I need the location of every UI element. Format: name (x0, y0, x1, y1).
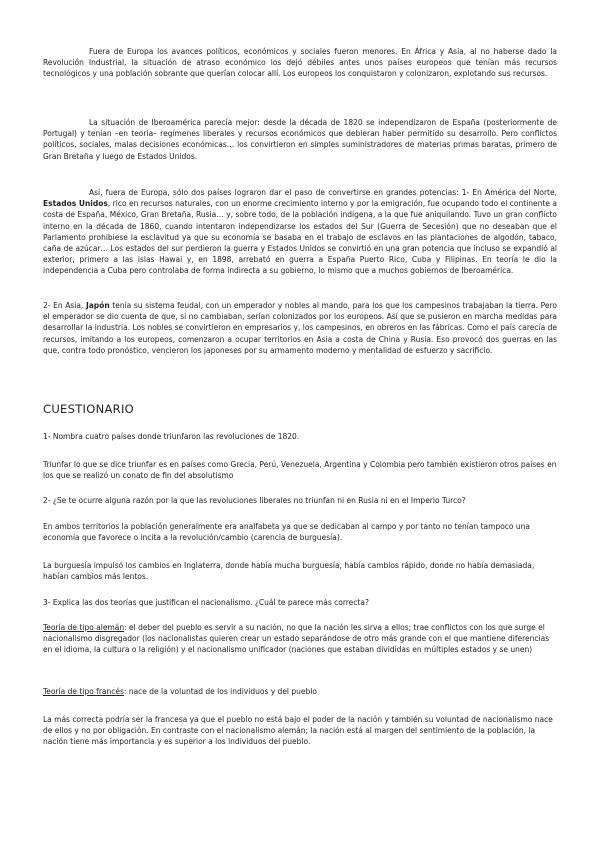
answer-2a: En ambos territorios la población generalmente era analfabeta ya que se dedicaban al campo y por tanto no tenían tampoco una economía que favorece o incita a la revolución/cambio (carencia de burguesía). (43, 522, 530, 543)
question-3: 3- Explica las dos teorías que justifican el nacionalismo. ¿Cuál te parece más correcta? (43, 598, 369, 607)
japan-bold: Japón (85, 301, 110, 310)
theory-french-text: : nace de la voluntad de los individuos y del pueblo (123, 687, 317, 696)
paragraph-japan (43, 300, 557, 356)
theory-french-label: Teoría de tipo francés (43, 687, 124, 696)
usa-bold: Estados Unidos (43, 199, 108, 209)
answer-2b: La burguesía impulsó los cambios en Inglaterra, donde había mucha burguesía, había cambios rápido, donde no había demasiada, habían cambios más lentos. (43, 561, 535, 582)
paragraph-usa (43, 187, 557, 277)
paragraph-africa-asia: Fuera de Europa los avances políticos, económicos y sociales fueron menores. En África y Asia, al no haberse dado la Revolución Industrial, la situación de atraso económico los dejó débiles antes unos países europeos que tenían más recursos tecnológicos y una población sobrante que querían colocar allí. Los europeos los conquistaron y colonizaron, explotando sus recursos. (43, 47, 557, 79)
theory-german (43, 622, 557, 656)
question-2: 2- ¿Se te ocurre alguna razón por la que las revoluciones liberales no triunfan ni en Rusia ni en el Imperio Turco? (43, 496, 466, 505)
theory-german-text: : el deber del pueblo es servir a su nación, no que la nación les sirva a ellos; trae conflictos con los que surge el nacionalismo disgregador (los nacionalistas quieren crear un estado separándose de otro más grande con el que mantiene diferencias en el idioma, la cultura o la religión) y el nacionalismo unificador (naciones que estaban divididas en múltiples estados y se unen) (43, 623, 550, 655)
question-1: 1- Nombra cuatro países donde triunfaron las revoluciones de 1820. (43, 432, 300, 441)
usa-body: , rico en recursos naturales, con un enorme crecimiento interno y por la emigración, fue ocupando todo el continente a costa de España, México, Gran Bretaña, Rusia… y, sobre todo, de la población indígena, a la que fue aniquilando. Tuvo un gran conflicto interno en la década de 1860, cuando intentaron independizarse los estados del Sur (Guerra de Secesión) que no deseaban que el Parlamento prohibiese la esclavitud ya que su economía se basaba en el trabajo de esclavos en las plantaciones de algodón, tabaco, caña de azúcar… Los estados del sur perdieron la guerra y Estados Unidos se convirtió en una gran potencia que incluso se expandió al exterior, primero a las islas Hawai y, en 1898, arrebató en guerra a España Puerto Rico, Cuba y Filipinas. En teoría le dio la independencia a Cuba pero controlaba de forma indirecta a su gobierno, lo mismo que a muchos gobiernos de Iberoamérica. (43, 199, 557, 276)
japan-body: tenía su sistema feudal, con un emperador y nobles al mando, para los que los campesinos trabajaban la tierra. Pero el emperador se dio cuenta de que, si no cambiaban, serían colonizados por los europeos. Así que se pusieron en marcha medidas para desarrollar la industria. Los nobles se convirtieron en empresarios y, los campesinos, en obreros en las fábricas. Como el país carecía de recursos, imitando a los europeos, comenzaron a ocupar territorios en Asia a costa de China y Rusia. Eso provocó dos guerras en las que, contra todo pronóstico, vencieron los japoneses por su armamento moderno y mentalidad de esfuerzo y sacrificio. (43, 301, 557, 355)
theory-french (43, 686, 557, 697)
japan-intro: 2- En Asia, (43, 301, 86, 310)
theory-german-label: Teoría de tipo alemán (43, 623, 125, 632)
cuestionario-heading: CUESTIONARIO (43, 402, 134, 416)
answer-1: Triunfar lo que se dice triunfar es en países como Grecia, Perú, Venezuela, Argentina y Colombia pero también existieron otros países en los que se realizó un conato de fin del absolutismo (43, 460, 557, 481)
usa-intro: Así, fuera de Europa, sólo dos países lograron dar el paso de convertirse en grandes potencias: 1- En América del Norte, (89, 188, 557, 197)
answer-3: La más correcta podría ser la francesa ya que el pueblo no está bajo el poder de la nación y también su voluntad de nacionalismo nace de ellos y no por obligación. En contraste con el nacionalismo alemán; la nación está al margen del sentimiento de la población, la nación tiene más importancia y es superior a los individuos del pueblo. (43, 715, 553, 747)
paragraph-iberoamerica: La situación de Iberoamérica parecía mejor: desde la década de 1820 se independizaron de España (posteriormente de Portugal) y tenían –en teoría– regímenes liberales y recursos económicos que debieran haber permitido su desarrollo. Pero conflictos políticos, sociales, malas decisiones económicas… los convirtieron en simples suministradores de materias primas baratas, primero de Gran Bretaña y luego de Estados Unidos. (43, 118, 557, 161)
